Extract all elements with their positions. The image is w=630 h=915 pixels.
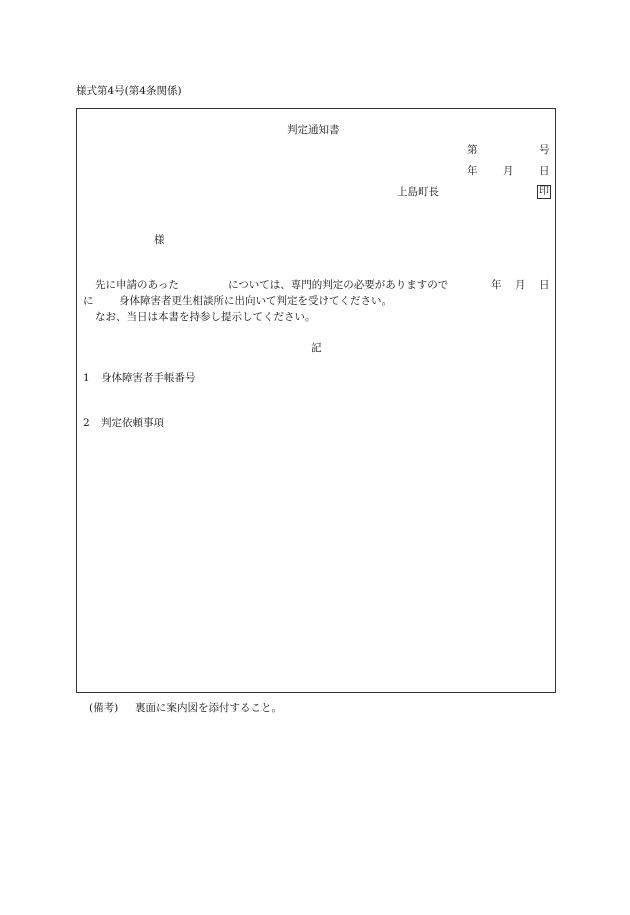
remarks-label: (備考) — [89, 702, 119, 714]
notice-title: 判定通知書 — [287, 124, 340, 136]
form-number: 様式第4号(第4条関係) — [76, 85, 182, 97]
body-line1-day: 日 — [539, 279, 550, 291]
body-line3: なお、当日は本書を持参し提示してください。 — [95, 311, 316, 323]
body-line1-part1: 先に申請のあった — [95, 279, 179, 291]
number-prefix: 第 — [467, 144, 478, 156]
date-day: 日 — [539, 165, 550, 177]
date-year: 年 — [467, 165, 478, 177]
item2-number: 2 — [83, 417, 90, 429]
remarks-text: 裏面に案内図を添付すること。 — [135, 702, 282, 714]
body-line2-part2: 身体障害者更生相談所に出向いて判定を受けてください。 — [119, 295, 392, 307]
item2-label: 判定依頼事項 — [101, 417, 164, 429]
seal-mark: 印 — [539, 186, 549, 197]
body-line1-year: 年 — [491, 279, 502, 291]
notice-form — [76, 108, 556, 693]
record-heading: 記 — [311, 342, 322, 354]
date-month: 月 — [503, 165, 514, 177]
issuer-name: 上島町長 — [397, 186, 439, 198]
item1-label: 身体障害者手帳番号 — [101, 372, 196, 384]
addressee-suffix: 様 — [154, 234, 165, 246]
body-line1-part2: については、専門的判定の必要がありますので — [228, 279, 449, 291]
body-line2-part1: に — [83, 295, 94, 307]
item1-number: 1 — [83, 372, 90, 384]
number-suffix: 号 — [539, 144, 550, 156]
body-line1-month: 月 — [515, 279, 526, 291]
